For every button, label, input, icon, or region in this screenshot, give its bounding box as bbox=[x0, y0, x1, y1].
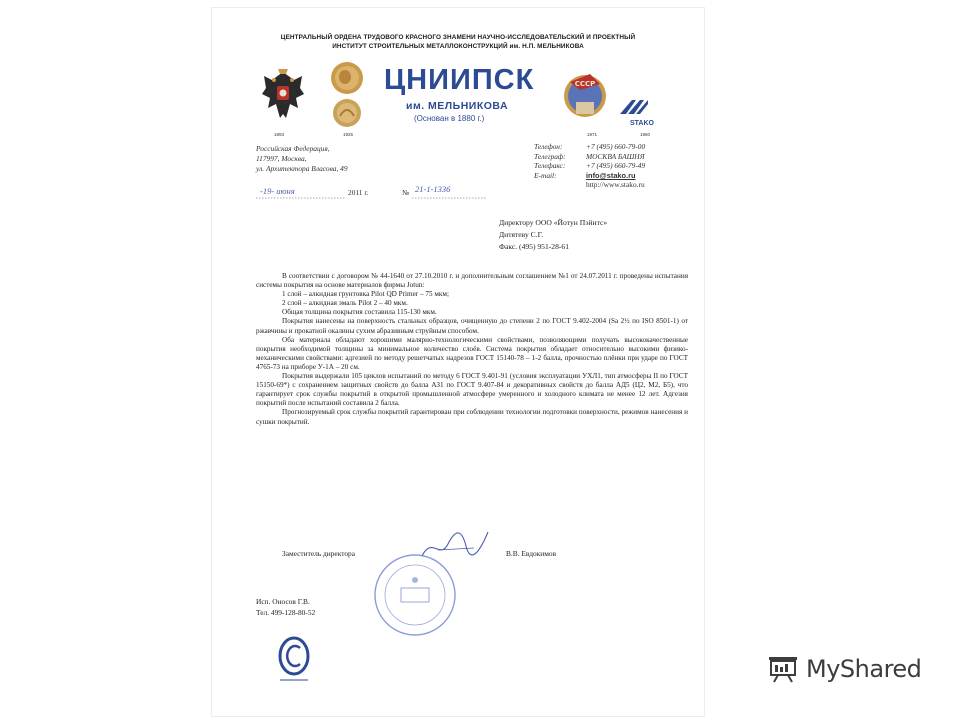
order-red-banner-icon bbox=[562, 62, 608, 132]
body-item-3: Общая толщина покрытия составила 115-130 мкм. bbox=[282, 308, 437, 317]
address-street: ул. Архитектора Власова, 49 bbox=[256, 164, 348, 173]
round-stamp bbox=[372, 552, 458, 638]
stako-label: STAKO bbox=[630, 120, 654, 127]
emblem-year-1: 1893 bbox=[274, 132, 285, 137]
sender-address bbox=[256, 144, 348, 174]
contact-row: Телефон: +7 (495) 660-79-00 bbox=[534, 142, 646, 151]
founded-note: (Основан в 1880 г.) bbox=[414, 114, 485, 123]
contact-row bbox=[534, 180, 645, 190]
body-paragraph-5: Прогнозируемый срок службы покрытий гарантирован при соблюдении технологии подготовки поверхности, режимов нанесения и сушки покрытий. bbox=[256, 408, 688, 426]
watermark-text: MyShared bbox=[806, 655, 922, 683]
imperial-eagle-emblem bbox=[260, 64, 306, 128]
contact-row: Телефакс: +7 (495) 660-79-49 bbox=[534, 161, 646, 171]
letter-page bbox=[212, 8, 704, 716]
gold-medal-2-icon bbox=[332, 96, 362, 130]
header-line-2: ИНСТИТУТ СТРОИТЕЛЬНЫХ МЕТАЛЛОКОНСТРУКЦИЙ им. Н.П. МЕЛЬНИКОВА bbox=[332, 43, 584, 50]
email-link[interactable]: info@stako.ru bbox=[586, 170, 636, 180]
date-handwritten: -19- июня bbox=[260, 186, 295, 196]
emblem-year-2: 1925 bbox=[343, 132, 354, 137]
recipient-line-1: Директору ООО «Йотун Пэйнтс» bbox=[499, 218, 608, 227]
sssr-label: СССР bbox=[574, 80, 596, 88]
presentation-board-icon bbox=[766, 655, 800, 683]
number-handwritten: 21-1-1336 bbox=[415, 184, 451, 194]
executor-name: Исп. Оносов Г.В. bbox=[256, 597, 310, 606]
address-postcode-city: 117997, Москва, bbox=[256, 154, 307, 163]
org-name: ЦНИИПСК bbox=[384, 64, 535, 96]
stako-logo-icon bbox=[618, 96, 650, 120]
address-country: Российская Федерация, bbox=[256, 144, 330, 153]
header-line-1: ЦЕНТРАЛЬНЫЙ ОРДЕНА ТРУДОВОГО КРАСНОГО ЗНАМЕНИ НАУЧНО-ИССЛЕДОВАТЕЛЬСКИЙ И ПРОЕКТНЫЙ bbox=[280, 34, 636, 41]
letter-body bbox=[256, 272, 688, 427]
myshared-watermark bbox=[766, 655, 921, 683]
body-paragraph-3: Оба материала обладают хорошими малярно-технологическими свойствами, позволяющими получать высококачественные покрытия необходимой толщины за минимальное количество слоёв. Система покрытия обладает относительно высокими физико-механическими свойствами: адгезией по методу решетчатых надрезов ГОСТ 15140-78 – 1-2 балла, прочностью плёнки при ударе по ГОСТ 4765-73 на приборе У-1А – 20 см. bbox=[256, 335, 688, 371]
signatory-title: Заместитель директора bbox=[282, 549, 355, 558]
signatory-name: В.В. Евдокимов bbox=[506, 549, 557, 558]
executor-phone: Тел. 499-128-80-52 bbox=[256, 608, 316, 617]
body-paragraph-2: Покрытия нанесены на поверхность стальных образцов, очищенную до степени 2 по ГОСТ 9.402-2004 (Sa 2½ по ISO 8501-1) от ржавчины и прокатной окалины сухим абразивным струйным способом. bbox=[256, 317, 688, 335]
body-paragraph-1: В соответствии с договором № 44-1640 от 27.10.2010 г. и дополнительным соглашением №1 от 24.07.2011 г. проведены испытания системы покрытия на основе материалов фирмы Jotun: bbox=[256, 272, 688, 290]
date-underline bbox=[256, 197, 346, 199]
contact-row: Телеграф: МОСКВА БАШНЯ bbox=[534, 151, 645, 161]
executor-block bbox=[256, 596, 315, 618]
recipient-block bbox=[499, 217, 607, 253]
emblem-year-3: 1971 bbox=[587, 132, 598, 137]
number-label: № bbox=[402, 188, 410, 197]
website-link[interactable]: http://www.stako.ru bbox=[586, 180, 645, 190]
recipient-line-2: Дитятеву С.Г. bbox=[499, 230, 544, 239]
gold-medal-icon bbox=[330, 60, 364, 96]
body-paragraph-4: Покрытия выдержали 105 циклов испытаний по методу 6 ГОСТ 9.401-91 (условия эксплуатации УХЛ1, тип атмосферы II по ГОСТ 15150-69*) с сохранением защитных свойств до балла АЗ1 по ГОСТ 9.407-84 и декоративных свойств до балла АД5 (Ц2, М2, Б5), что гарантирует срок службы покрытий в открытой промышленной атмосфере умеренного и холодного климата не менее 12 лет. Адгезия покрытий после испытаний составила 2 балла. bbox=[256, 372, 688, 408]
recipient-line-3: Факс. (495) 951-28-61 bbox=[499, 242, 570, 251]
certification-logo-icon bbox=[274, 634, 314, 684]
date-year: 2011 г. bbox=[348, 188, 369, 197]
body-item-1: 1 слой – алкидная грунтовка Pilot QD Primer – 75 мкм; bbox=[282, 290, 449, 299]
contacts-block bbox=[534, 142, 645, 190]
emblem-year-4: 1960 bbox=[640, 132, 651, 137]
contact-row: E-mail: info@stako.ru bbox=[534, 170, 636, 180]
org-subtitle: им. МЕЛЬНИКОВА bbox=[406, 100, 509, 112]
body-item-2: 2 слой – алкидная эмаль Pilot 2 – 40 мкм. bbox=[282, 299, 408, 308]
number-underline bbox=[412, 197, 486, 199]
